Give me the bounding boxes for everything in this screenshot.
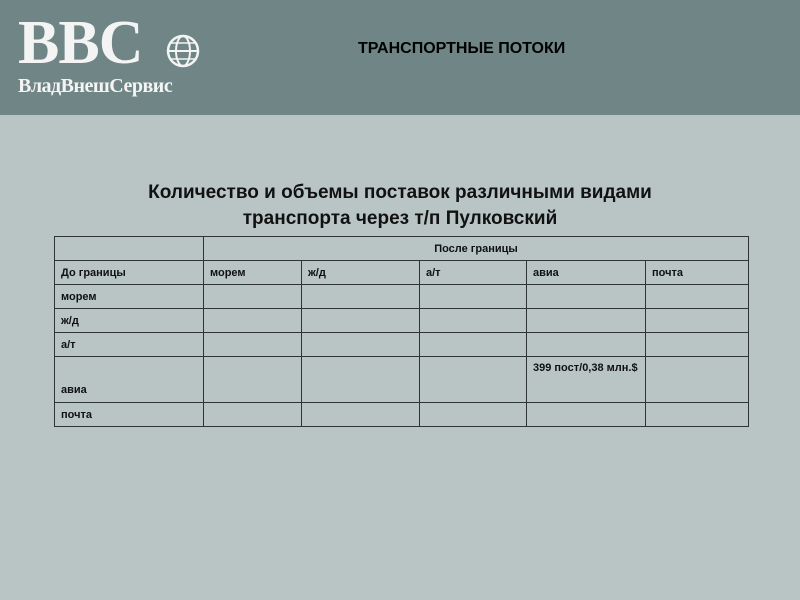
table-cell [204, 309, 302, 333]
table-cell [646, 309, 749, 333]
table-row [55, 357, 749, 403]
table-cell [420, 333, 527, 357]
slide-subtitle [60, 180, 740, 232]
table-cell [204, 357, 302, 403]
transport-table [54, 236, 749, 427]
table-cell [302, 333, 420, 357]
column-header: почта [646, 261, 749, 285]
before-border-header: До границы [55, 261, 204, 285]
table-cell [527, 403, 646, 427]
logo-letters: BBC [18, 9, 143, 77]
table-cell [302, 403, 420, 427]
table-cell [302, 309, 420, 333]
row-label: авиа [55, 357, 204, 403]
air-air-value-cell: 399 пост/0,38 млн.$ [527, 357, 646, 403]
table-cell [420, 285, 527, 309]
row-label: морем [55, 285, 204, 309]
table-row [55, 403, 749, 427]
table-corner-cell [55, 237, 204, 261]
table-row [55, 309, 749, 333]
table-cell [302, 357, 420, 403]
subtitle-line-1: Количество и объемы поставок различными видами [148, 182, 652, 203]
table-cell [204, 403, 302, 427]
table-row [55, 333, 749, 357]
table-cell [527, 285, 646, 309]
row-label: ж/д [55, 309, 204, 333]
row-label: почта [55, 403, 204, 427]
table-cell [420, 403, 527, 427]
table-cell [646, 357, 749, 403]
row-label: а/т [55, 333, 204, 357]
table-cell [204, 333, 302, 357]
column-header: авиа [527, 261, 646, 285]
table-cell [646, 285, 749, 309]
logo-subtitle: ВладВнешСервис [18, 75, 173, 97]
table-cell [302, 285, 420, 309]
globe-icon [166, 34, 200, 68]
column-header: ж/д [302, 261, 420, 285]
header-bar [0, 0, 800, 115]
table-cell [527, 333, 646, 357]
subtitle-line-2: транспорта через т/п Пулковский [242, 208, 558, 229]
column-header: а/т [420, 261, 527, 285]
company-logo [18, 9, 193, 102]
table-cell [646, 333, 749, 357]
column-header: морем [204, 261, 302, 285]
table-row [55, 285, 749, 309]
table-cell [527, 309, 646, 333]
table-column-header-row [55, 261, 749, 285]
table-cell [204, 285, 302, 309]
table-cell [420, 309, 527, 333]
table-cell [420, 357, 527, 403]
table-cell [646, 403, 749, 427]
page-title: ТРАНСПОРТНЫЕ ПОТОКИ [358, 40, 566, 57]
after-border-header: После границы [204, 237, 749, 261]
table-header-row [55, 237, 749, 261]
